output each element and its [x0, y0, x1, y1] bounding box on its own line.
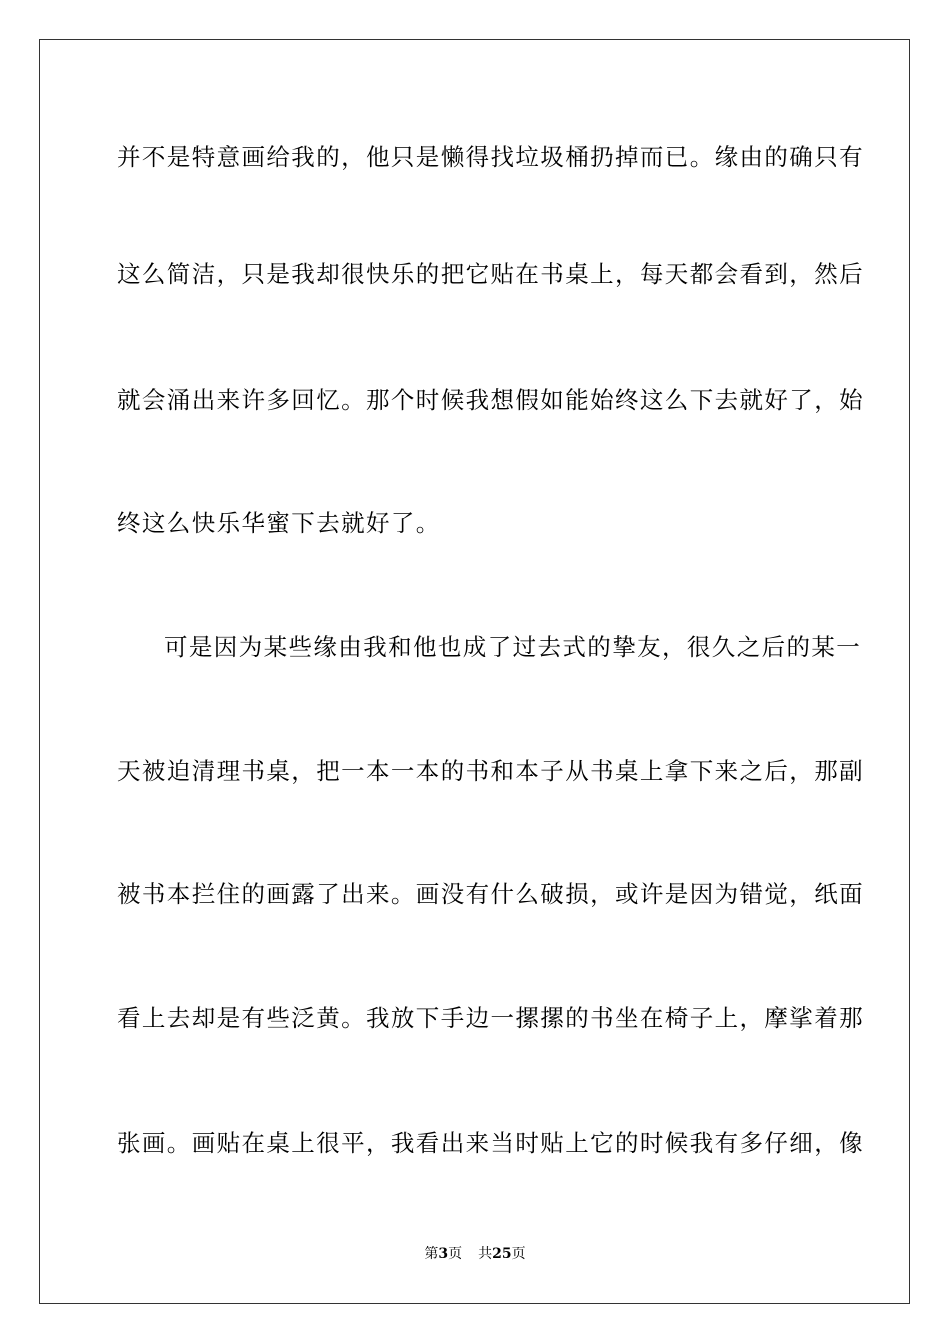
footer-page-number: 3 — [438, 1246, 449, 1262]
text-line-9: 张画。画贴在桌上很平，我看出来当时贴上它的时候我有多仔细，像 — [117, 1129, 864, 1157]
text-line-1: 并不是特意画给我的，他只是懒得找垃圾桶扔掉而已。缘由的确只有 — [117, 143, 864, 171]
page-footer — [0, 1244, 950, 1264]
text-line-4: 终这么快乐华蜜下去就好了。 — [117, 509, 441, 537]
text-line-3: 就会涌出来许多回忆。那个时候我想假如能始终这么下去就好了，始 — [117, 386, 864, 414]
page-border — [39, 39, 910, 1304]
text-line-8: 看上去却是有些泛黄。我放下手边一摞摞的书坐在椅子上，摩挲着那 — [117, 1004, 864, 1032]
footer-total-prefix: 共 — [478, 1246, 493, 1262]
footer-page-suffix: 页 — [448, 1246, 463, 1262]
footer-page-prefix: 第 — [424, 1246, 439, 1262]
footer-total-suffix: 页 — [511, 1246, 526, 1262]
text-line-2: 这么简洁，只是我却很快乐的把它贴在书桌上，每天都会看到，然后 — [117, 260, 864, 288]
text-line-7: 被书本拦住的画露了出来。画没有什么破损，或许是因为错觉，纸面 — [117, 880, 864, 908]
footer-total-pages: 25 — [492, 1246, 512, 1262]
paragraph-start-line: 可是因为某些缘由我和他也成了过去式的挚友，很久之后的某一 — [164, 633, 862, 661]
text-line-6: 天被迫清理书桌，把一本一本的书和本子从书桌上拿下来之后，那副 — [117, 757, 864, 785]
